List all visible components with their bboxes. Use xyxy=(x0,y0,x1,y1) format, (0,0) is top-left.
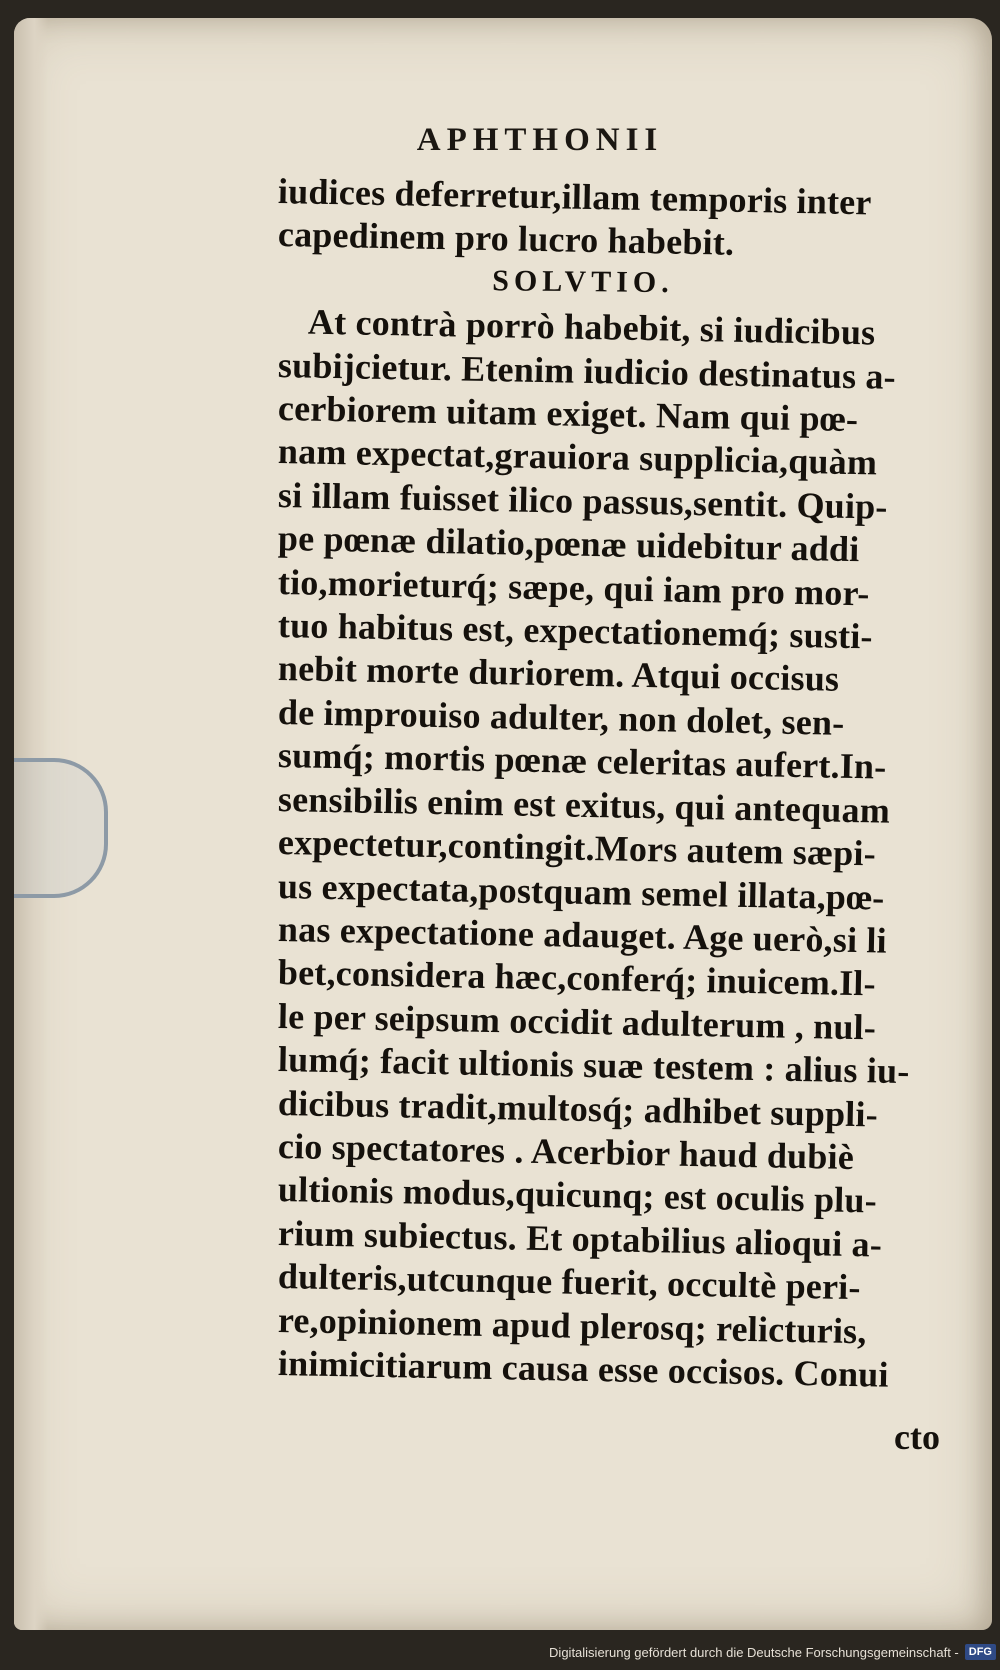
text-line: sumq́; mortis pœnæ celeritas aufert.In- xyxy=(277,735,887,787)
text-line: tuo habitus est, expectationemq́; susti- xyxy=(277,605,874,657)
text-line: dulteris,utcunque fuerit, occultè peri- xyxy=(277,1256,862,1308)
text-line: At contrà porrò habebit, si iudicibus xyxy=(307,301,876,353)
credit-text: Digitalisierung gefördert durch die Deutsche Forschungsgemeinschaft - xyxy=(549,1644,959,1660)
body-text xyxy=(277,170,978,1395)
text-line: sensibilis enim est exitus, qui antequam xyxy=(277,778,891,831)
text-line: capedinem pro lucro habebit. xyxy=(277,214,735,264)
text-line: nam expectat,grauiora supplicia,quàm xyxy=(277,431,878,483)
text-line: ultionis modus,quicunq; est oculis plu- xyxy=(277,1169,878,1221)
text-line: nebit morte duriorem. Atqui occisus xyxy=(277,648,840,700)
text-line: cio spectatores . Acerbior haud dubiè xyxy=(277,1125,855,1177)
section-heading: SOLVTIO. xyxy=(492,264,674,299)
book-page xyxy=(14,18,992,1630)
text-line: si illam fuisset ilico passus,sentit. Quip- xyxy=(277,474,888,527)
text-line: rium subiectus. Et optabilius alioqui a- xyxy=(277,1212,883,1265)
text-line: lumq́; facit ultionis suæ testem : alius iu- xyxy=(277,1039,910,1092)
text-line: re,opinionem apud plerosq; relicturis, xyxy=(277,1299,867,1351)
text-line: le per seipsum occidit adulterum , nul- xyxy=(277,995,877,1048)
catchword: cto xyxy=(894,1417,940,1457)
page-clip xyxy=(14,758,108,898)
text-line: dicibus tradit,multosq́; adhibet suppli- xyxy=(277,1082,879,1135)
text-line: cerbiorem uitam exiget. Nam qui pœ- xyxy=(277,388,859,440)
text-line: iudices deferretur,illam temporis inter xyxy=(277,171,872,223)
text-line: de improuiso adulter, non dolet, sen- xyxy=(277,691,845,743)
dfg-logo: DFG xyxy=(965,1644,996,1660)
text-line: nas expectatione adauget. Age uerò,si li xyxy=(277,908,888,961)
text-line: bet,considera hæc,conferq́; inuicem.Il- xyxy=(277,952,877,1004)
text-line: inimicitiarum causa esse occisos. Conui xyxy=(277,1342,890,1395)
text-line: us expectata,postquam semel illata,pœ- xyxy=(277,865,885,918)
text-line: subijcietur. Etenim iudicio destinatus a- xyxy=(277,344,897,397)
text-line: pe pœnæ dilatio,pœnæ uidebitur addi xyxy=(277,518,860,570)
running-head: APHTHONII xyxy=(416,122,664,158)
text-line: expectetur,contingit.Mors autem sæpi- xyxy=(277,822,877,874)
text-line: tio,morieturq́; sæpe, qui iam pro mor- xyxy=(277,561,870,614)
digitization-credit xyxy=(549,1638,996,1666)
